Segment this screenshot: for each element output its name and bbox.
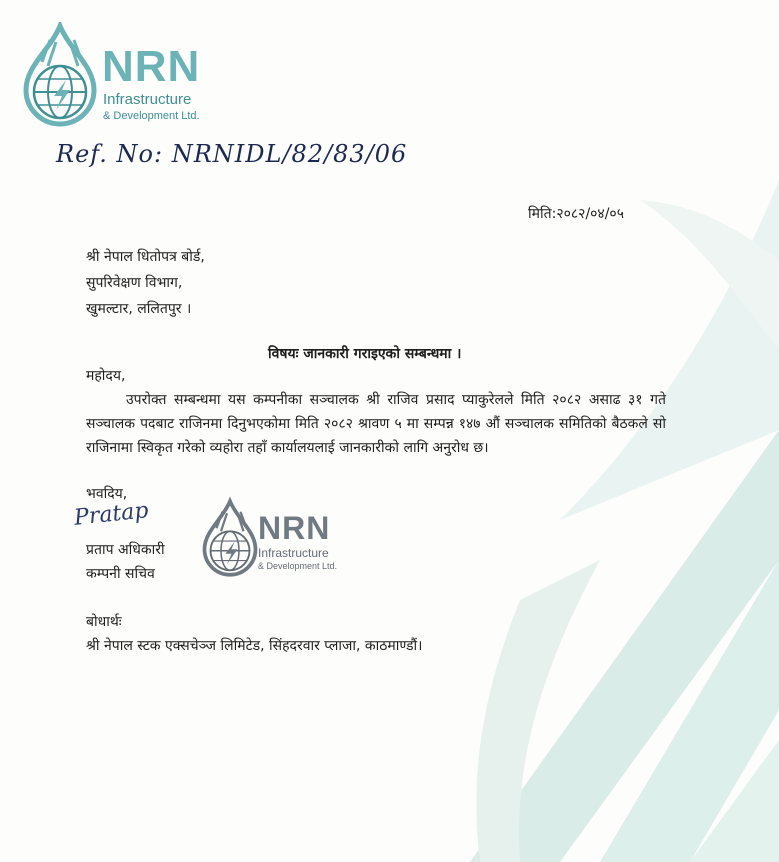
logo-subtitle-2: & Development Ltd. xyxy=(103,110,200,122)
globe-droplet-icon xyxy=(20,22,100,128)
company-stamp xyxy=(200,494,356,584)
signer-name: प्रताप अधिकारी xyxy=(86,542,165,558)
cc-label: बोधार्थः xyxy=(86,614,122,630)
salutation: महोदय, xyxy=(86,368,126,384)
handwritten-signature: Pratap xyxy=(72,498,150,531)
stamp-subtitle: Infrastructure xyxy=(258,546,329,560)
address-line: सुपरिवेक्षण विभाग, xyxy=(86,275,183,291)
signer-block xyxy=(86,538,165,586)
letter-subject: विषयः जानकारी गराइएको सम्बन्धमा । xyxy=(268,346,462,362)
stamp-title: NRN xyxy=(258,510,331,546)
reference-number: Ref. No: NRNIDL/82/83/06 xyxy=(56,140,408,168)
cc-recipient: श्री नेपाल स्टक एक्सचेञ्ज लिमिटेड, सिंहदरवार प्लाजा, काठमाण्डौं। xyxy=(86,638,423,654)
letter-body: उपरोक्त सम्बन्धमा यस कम्पनीका सञ्चालक श्री राजिव प्रसाद प्याकुरेलले मिति २०८२ असाढ ३१ गते सञ्चालक पदबाट राजिनमा दिनुभएकोमा मिति २०८२ श्रावण ५ मा सम्पन्न १४७ औं सञ्चालक समितिको बैठकले सो राजिनामा स्विकृत गरेको व्यहोरा तहाँ कार्यालयलाई जानकारीको लागि अनुरोध छ। xyxy=(86,392,666,456)
signer-title: कम्पनी सचिव xyxy=(86,566,155,582)
stamp-subtitle-2: & Development Ltd. xyxy=(258,561,338,571)
globe-droplet-icon xyxy=(200,496,260,580)
company-logo xyxy=(20,22,220,132)
recipient-address xyxy=(86,244,205,322)
letter-date: मिति:२०८२/०४/०५ xyxy=(528,206,624,222)
logo-subtitle: Infrastructure xyxy=(103,91,192,108)
address-line: खुमल्टार, ललितपुर । xyxy=(86,301,192,317)
logo-title: NRN xyxy=(102,42,201,91)
address-line: श्री नेपाल धितोपत्र बोर्ड, xyxy=(86,249,205,265)
closing: भवदिय, xyxy=(86,486,128,502)
